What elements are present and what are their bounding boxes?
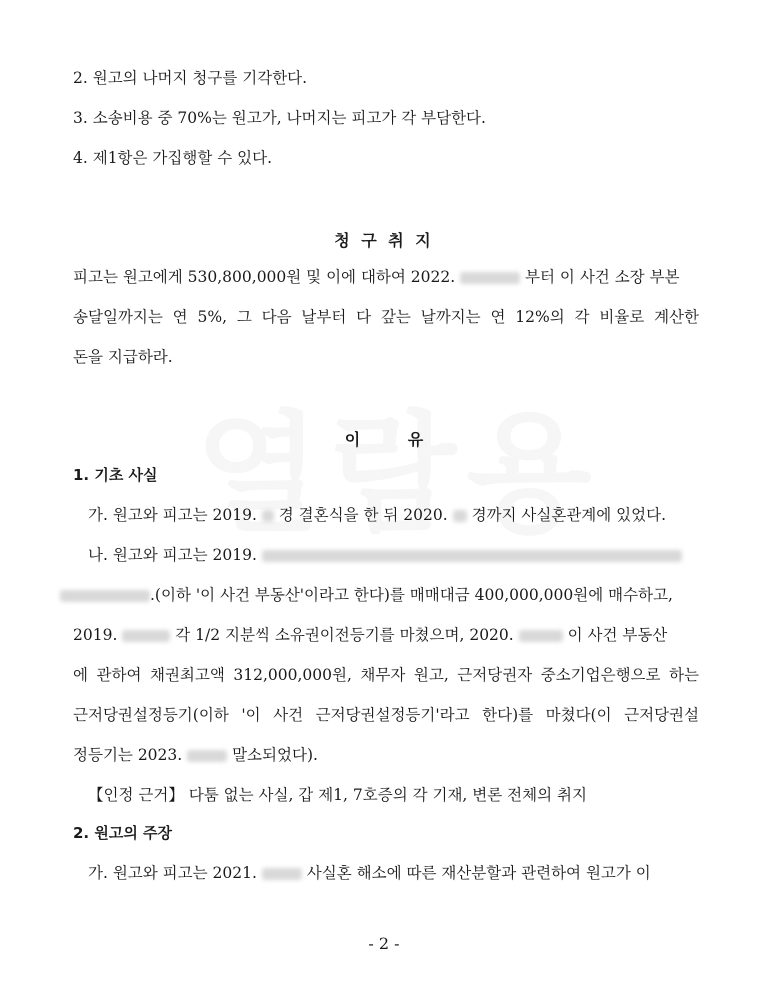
sec2-ga: 가. 원고와 피고는 2021. 사실혼 해소에 따른 재산분할과 관련하여 원고가 이	[88, 864, 651, 882]
redaction	[460, 272, 520, 284]
section-2-title: 2. 원고의 주장	[73, 824, 173, 842]
sec1-line-4: 에 관하여 채권최고액 312,000,000원, 채무자 원고, 근저당권자 중소기업은행으로 하는	[73, 666, 699, 684]
page-number: - 2 -	[368, 934, 400, 953]
order-item-2: 2. 원고의 나머지 청구를 기각한다.	[73, 69, 308, 87]
watermark	[195, 370, 602, 557]
redaction	[187, 750, 227, 762]
sec1-line-3: 2019. 각 1/2 지분씩 소유권이전등기를 마쳤으며, 2020. 이 사건 부동산	[73, 626, 668, 644]
redaction	[453, 510, 467, 522]
sec1-line-6: 정등기는 2023. 말소되었다).	[73, 746, 318, 764]
redaction	[262, 550, 682, 562]
redaction	[262, 868, 302, 880]
claim-heading: 청 구 취 지	[334, 231, 434, 250]
claim-line-1: 피고는 원고에게 530,800,000원 및 이에 대하여 2022. 부터 이 사건 소장 부본	[73, 268, 680, 286]
claim-line-2: 송달일까지는 연 5%, 그 다음 날부터 다 갚는 날까지는 연 12%의 각 비율로 계산한	[73, 308, 699, 326]
sec1-line-5: 근저당권설정등기(이하 '이 사건 근저당권설정등기'라고 한다)를 마쳤다(이 근저당권설	[73, 706, 699, 724]
evidence: 【인정 근거】 다툼 없는 사실, 갑 제1, 7호증의 각 기재, 변론 전체의 취지	[88, 786, 587, 804]
redaction	[122, 630, 170, 642]
reasons-heading: 이 유	[344, 430, 424, 449]
redaction	[262, 510, 274, 522]
sec1-ga: 가. 원고와 피고는 2019. 경 결혼식을 한 뒤 2020. 경까지 사실혼관계에 있었다.	[88, 506, 667, 524]
redaction	[519, 630, 563, 642]
order-item-3: 3. 소송비용 중 70%는 원고가, 나머지는 피고가 각 부담한다.	[73, 109, 486, 127]
sec1-na: 나. 원고와 피고는 2019.	[88, 544, 768, 566]
claim-line-3: 돈을 지급하라.	[73, 348, 173, 366]
order-item-4: 4. 제1항은 가집행할 수 있다.	[73, 149, 273, 167]
sec1-line-2: .(이하 '이 사건 부동산'이라고 한다)를 매매대금 400,000,000원에 매수하고,	[60, 584, 768, 606]
section-1-title: 1. 기초 사실	[73, 466, 158, 484]
redaction	[60, 590, 150, 602]
